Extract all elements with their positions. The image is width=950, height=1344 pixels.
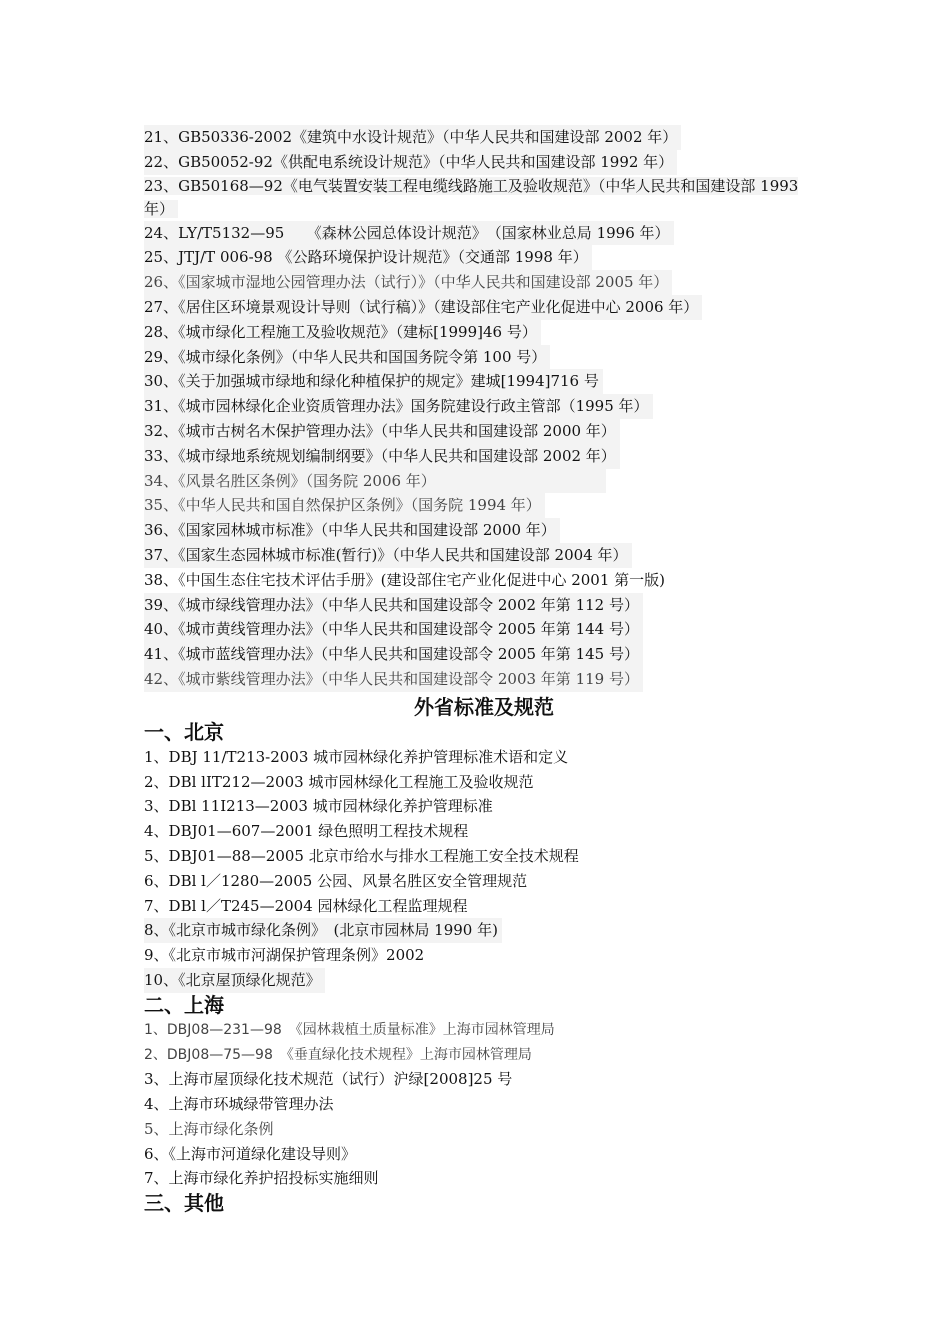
list-item: 3、DBl 11I213—2003 城市园林绿化养护管理标准	[144, 797, 493, 816]
subsection-heading-other: 三、其他	[144, 1191, 224, 1216]
list-item: 34、《风景名胜区条例》（国务院 2006 年）	[144, 469, 824, 494]
list-item: 33、《城市绿地系统规划编制纲要》（中华人民共和国建设部 2002 年）	[144, 444, 824, 469]
list-item: 5、DBJ01—88—2005 北京市给水与排水工程施工安全技术规程	[144, 846, 579, 865]
list-item: 21、GB50336-2002《建筑中水设计规范》（中华人民共和国建设部 2002 年）	[144, 125, 824, 150]
list-item: 39、《城市绿线管理办法》（中华人民共和国建设部令 2002 年第 112 号）	[144, 593, 824, 618]
document-content	[144, 125, 824, 1216]
list-item: 28、《城市绿化工程施工及验收规范》（建标[1999]46 号）	[144, 320, 824, 345]
list-item: 23、GB50168—92《电气装置安装工程电缆线路施工及验收规范》（中华人民共和国建设部 1993 年）	[144, 176, 799, 218]
list-item: 42、《城市紫线管理办法》（中华人民共和国建设部令 2003 年第 119 号）	[144, 667, 824, 692]
section-heading: 外省标准及规范	[414, 694, 554, 719]
list-item: 3、上海市屋顶绿化技术规范（试行）沪绿[2008]25 号	[144, 1070, 513, 1089]
list-item: 27、《居住区环境景观设计导则（试行稿）》（建设部住宅产业化促进中心 2006 年）	[144, 295, 824, 320]
list-item: 1、DBJ 11/T213-2003 城市园林绿化养护管理标准术语和定义	[144, 747, 569, 766]
list-item: 2、DBl lIT212—2003 城市园林绿化工程施工及验收规范	[144, 772, 534, 791]
list-item: 1、DBJ08—231—98 《园林栽植土质量标准》上海市园林管理局	[144, 1021, 555, 1038]
list-item: 38、《中国生态住宅技术评估手册》(建设部住宅产业化促进中心 2001 第一版)	[144, 570, 666, 589]
list-item: 29、《城市绿化条例》（中华人民共和国国务院令第 100 号）	[144, 345, 824, 370]
list-item: 7、DBl l／T245—2004 园林绿化工程监理规程	[144, 896, 468, 915]
list-item: 7、上海市绿化养护招投标实施细则	[144, 1169, 379, 1188]
beijing-standards-list	[144, 745, 824, 993]
list-item: 37、《国家生态园林城市标准(暂行)》（中华人民共和国建设部 2004 年）	[144, 543, 824, 568]
shanghai-standards-list	[144, 1018, 824, 1192]
list-item: 41、《城市蓝线管理办法》（中华人民共和国建设部令 2005 年第 145 号）	[144, 642, 824, 667]
subsection-heading-shanghai: 二、上海	[144, 992, 224, 1017]
list-item: 4、DBJ01—607—2001 绿色照明工程技术规程	[144, 822, 469, 841]
list-item: 26、《国家城市湿地公园管理办法（试行）》（中华人民共和国建设部 2005 年）	[144, 270, 824, 295]
national-standards-list	[144, 125, 824, 692]
list-item: 31、《城市园林绿化企业资质管理办法》国务院建设行政主管部（1995 年）	[144, 394, 824, 419]
list-item: 22、GB50052-92《供配电系统设计规范》（中华人民共和国建设部 1992 年）	[144, 150, 824, 175]
list-item: 9、《北京市城市河湖保护管理条例》2002	[144, 946, 425, 965]
list-item: 32、《城市古树名木保护管理办法》（中华人民共和国建设部 2000 年）	[144, 419, 824, 444]
list-item: 25、JTJ/T 006-98 《公路环境保护设计规范》（交通部 1998 年）	[144, 245, 824, 270]
list-item: 10、《北京屋顶绿化规范》	[144, 968, 824, 993]
list-item: 2、DBJ08—75—98 《垂直绿化技术规程》上海市园林管理局	[144, 1046, 532, 1063]
list-item: 35、《中华人民共和国自然保护区条例》（国务院 1994 年）	[144, 493, 824, 518]
list-item: 5、上海市绿化条例	[144, 1119, 274, 1138]
list-item: 24、LY/T5132—95 《森林公园总体设计规范》 （国家林业总局 1996 年）	[144, 221, 824, 246]
list-item: 6、DBl l／1280—2005 公园、风景名胜区安全管理规范	[144, 871, 528, 890]
list-item: 30、《关于加强城市绿地和绿化种植保护的规定》建城[1994]716 号	[144, 369, 824, 394]
list-item: 36、《国家园林城市标准》（中华人民共和国建设部 2000 年）	[144, 518, 824, 543]
list-item: 40、《城市黄线管理办法》（中华人民共和国建设部令 2005 年第 144 号）	[144, 617, 824, 642]
list-item: 6、《上海市河道绿化建设导则》	[144, 1144, 357, 1163]
subsection-heading-beijing: 一、北京	[144, 719, 224, 744]
list-item: 4、上海市环城绿带管理办法	[144, 1095, 334, 1114]
list-item: 8、《北京市城市绿化条例》 (北京市园林局 1990 年)	[144, 918, 824, 943]
